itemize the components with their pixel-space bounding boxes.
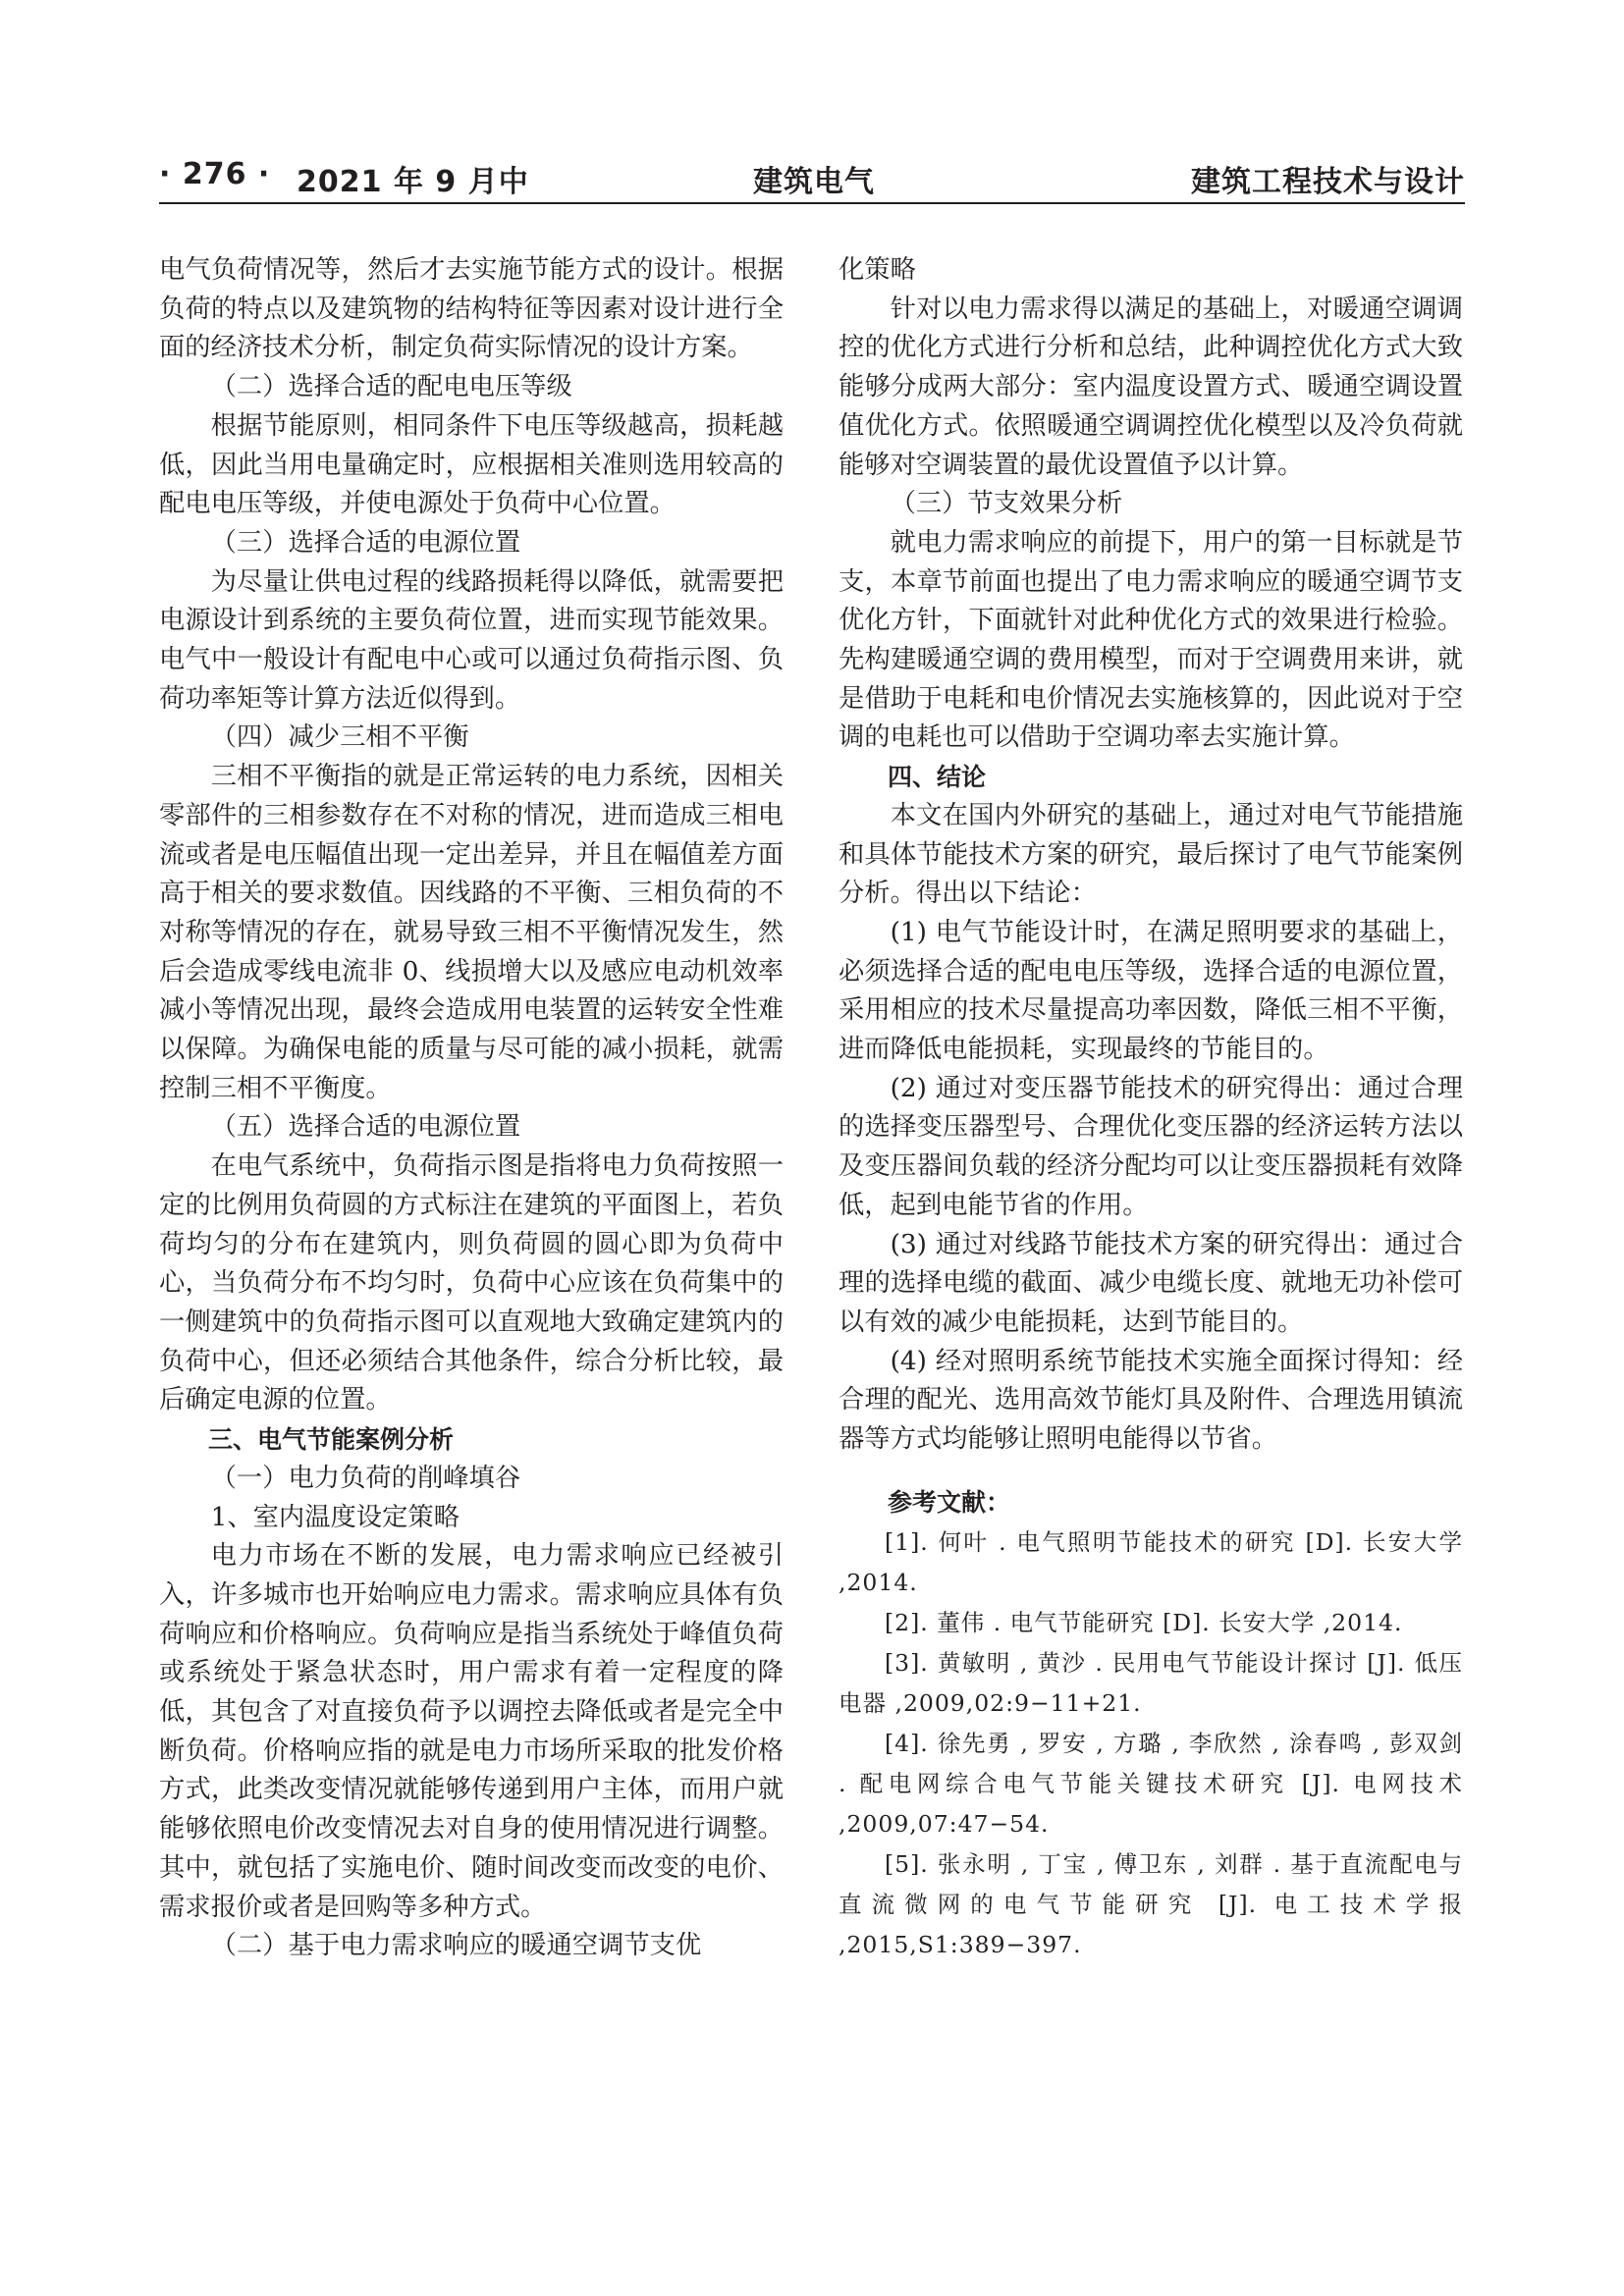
- body-paragraph: 根据节能原则，相同条件下电压等级越高，损耗越低，因此当用电量确定时，应根据相关准则选用较高的配电电压等级，并使电源处于负荷中心位置。: [159, 410, 784, 519]
- reference-item: [2]. 董伟 . 电气节能研究 [D]. 长安大学 ,2014.: [885, 1608, 1403, 1636]
- body-paragraph: 本文在国内外研究的基础上，通过对电气节能措施和具体节能技术方案的研究，最后探讨了电气节能案例分析。得出以下结论：: [839, 800, 1463, 909]
- body-paragraph: 化策略: [839, 255, 916, 285]
- subsection-heading: （四）减少三相不平衡: [210, 722, 469, 753]
- subsection-heading: （三）节支效果分析: [890, 489, 1123, 519]
- body-paragraph: 电力市场在不断的发展，电力需求响应已经被引入，许多城市也开始响应电力需求。需求响应具体有负荷响应和价格响应。负荷响应是指当系统处于峰值负荷或系统处于紧急状态时，用户需求有着一定程度的降低，其包含了对直接负荷予以调控去降低或者是完全中断负荷。价格响应指的就是电力市场所采取的批发价格方式，此类改变情况就能够传递到用户主体，而用户就能够依照电价改变情况去对自身的使用情况进行调整。其中，就包括了实施电价、随时间改变而改变的电价、需求报价或者是回购等多种方式。: [159, 1541, 784, 1922]
- subsection-heading: （二）基于电力需求响应的暖通空调节支优: [210, 1931, 702, 1961]
- subsection-heading: （五）选择合适的电源位置: [210, 1112, 521, 1143]
- body-paragraph: 针对以电力需求得以满足的基础上，对暖通空调调控的优化方式进行分析和总结，此种调控优化方式大致能够分成两大部分：室内温度设置方式、暖通空调设置值优化方式。依照暖通空调调控优化模型以及冷负荷就能够对空调装置的最优设置值予以计算。: [839, 294, 1463, 480]
- subsection-heading: 1、室内温度设定策略: [210, 1502, 460, 1532]
- reference-item: [4]. 徐先勇 , 罗安 , 方璐 , 李欣然 , 涂春鸣 , 彭双剑 . 配电网综合电气节能关键技术研究 [J]. 电网技术 ,2009,07:47−54.: [839, 1729, 1463, 1838]
- body-paragraph: (3) 通过对线路节能技术方案的研究得出：通过合理的选择电缆的截面、减少电缆长度、就地无功补偿可以有效的减少电能损耗，达到节能目的。: [839, 1229, 1463, 1337]
- issue-date: 2021 年 9 月中: [297, 165, 529, 199]
- section-heading: 四、结论: [888, 763, 987, 792]
- right-column-body: [839, 251, 1463, 1460]
- section-name: 建筑工程技术与设计: [1191, 165, 1465, 199]
- reference-list: [839, 1522, 1463, 1965]
- references-title: 参考文献：: [888, 1487, 1011, 1517]
- running-header: [159, 157, 1465, 206]
- reference-item: [1]. 何叶 . 电气照明节能技术的研究 [D]. 长安大学 ,2014.: [839, 1527, 1463, 1596]
- section-heading: 三、电气节能案例分析: [208, 1425, 455, 1455]
- body-paragraph: 在电气系统中，负荷指示图是指将电力负荷按照一定的比例用负荷圆的方式标注在建筑的平面图上，若负荷均匀的分布在建筑内，则负荷圆的圆心即为负荷中心，当负荷分布不均匀时，负荷中心应该在负荷集中的一侧建筑中的负荷指示图可以直观地大致确定建筑内的负荷中心，但还必须结合其他条件，综合分析比较，最后确定电源的位置。: [159, 1151, 784, 1415]
- reference-item: [5]. 张永明 , 丁宝 , 傅卫东 , 刘群 . 基于直流配电与直流微网的电气节能研究 [J]. 电工技术学报 ,2015,S1:389−397.: [839, 1849, 1463, 1958]
- body-paragraph: (4) 经对照明系统节能技术实施全面探讨得知：经合理的配光、选用高效节能灯具及附件、合理选用镇流器等方式均能够让照明电能得以节省。: [839, 1346, 1463, 1455]
- subsection-heading: （二）选择合适的配电电压等级: [210, 372, 572, 402]
- subsection-heading: （三）选择合适的电源位置: [210, 527, 521, 558]
- header-rule: [159, 202, 1465, 204]
- body-paragraph: (1) 电气节能设计时，在满足照明要求的基础上，必须选择合适的配电电压等级，选择合适的电源位置，采用相应的技术尽量提高功率因数，降低三相不平衡，进而降低电能损耗，实现最终的节能目的。: [839, 917, 1463, 1065]
- journal-name: 建筑电气: [753, 165, 875, 199]
- left-column: [159, 251, 784, 1966]
- body-paragraph: 电气负荷情况等，然后才去实施节能方式的设计。根据负荷的特点以及建筑物的结构特征等因素对设计进行全面的经济技术分析，制定负荷实际情况的设计方案。: [159, 255, 784, 363]
- body-paragraph: 就电力需求响应的前提下，用户的第一目标就是节支，本章节前面也提出了电力需求响应的暖通空调节支优化方针，下面就针对此种优化方式的效果进行检验。先构建暖通空调的费用模型，而对于空调费用来讲，就是借助于电耗和电价情况去实施核算的，因此说对于空调的电耗也可以借助于空调功率去实施计算。: [839, 527, 1463, 753]
- body-paragraph: (2) 通过对变压器节能技术的研究得出：通过合理的选择变压器型号、合理优化变压器的经济运转方法以及变压器间负载的经济分配均可以让变压器损耗有效降低，起到电能节省的作用。: [839, 1073, 1463, 1220]
- subsection-heading: （一）电力负荷的削峰填谷: [210, 1463, 521, 1493]
- body-paragraph: 三相不平衡指的就是正常运转的电力系统，因相关零部件的三相参数存在不对称的情况，进而造成三相电流或者是电压幅值出现一定出差异，并且在幅值差方面高于相关的要求数值。因线路的不平衡、三相负荷的不对称等情况的存在，就易导致三相不平衡情况发生，然后会造成零线电流非 0、线损增大以及感应电动机效率减小等情况出现，最终会造成用电装置的运转安全性难以保障。为确保电能的质量与尽可能的减小损耗，就需控制三相不平衡度。: [159, 762, 784, 1103]
- body-paragraph: 为尽量让供电过程的线路损耗得以降低，就需要把电源设计到系统的主要负荷位置，进而实现节能效果。电气中一般设计有配电中心或可以通过负荷指示图、负荷功率矩等计算方法近似得到。: [159, 566, 784, 714]
- right-column: [839, 251, 1463, 1965]
- page-number: · 276 ·: [159, 157, 271, 191]
- reference-item: [3]. 黄敏明 , 黄沙 . 民用电气节能设计探讨 [J]. 低压电器 ,2009,02:9−11+21.: [839, 1648, 1463, 1717]
